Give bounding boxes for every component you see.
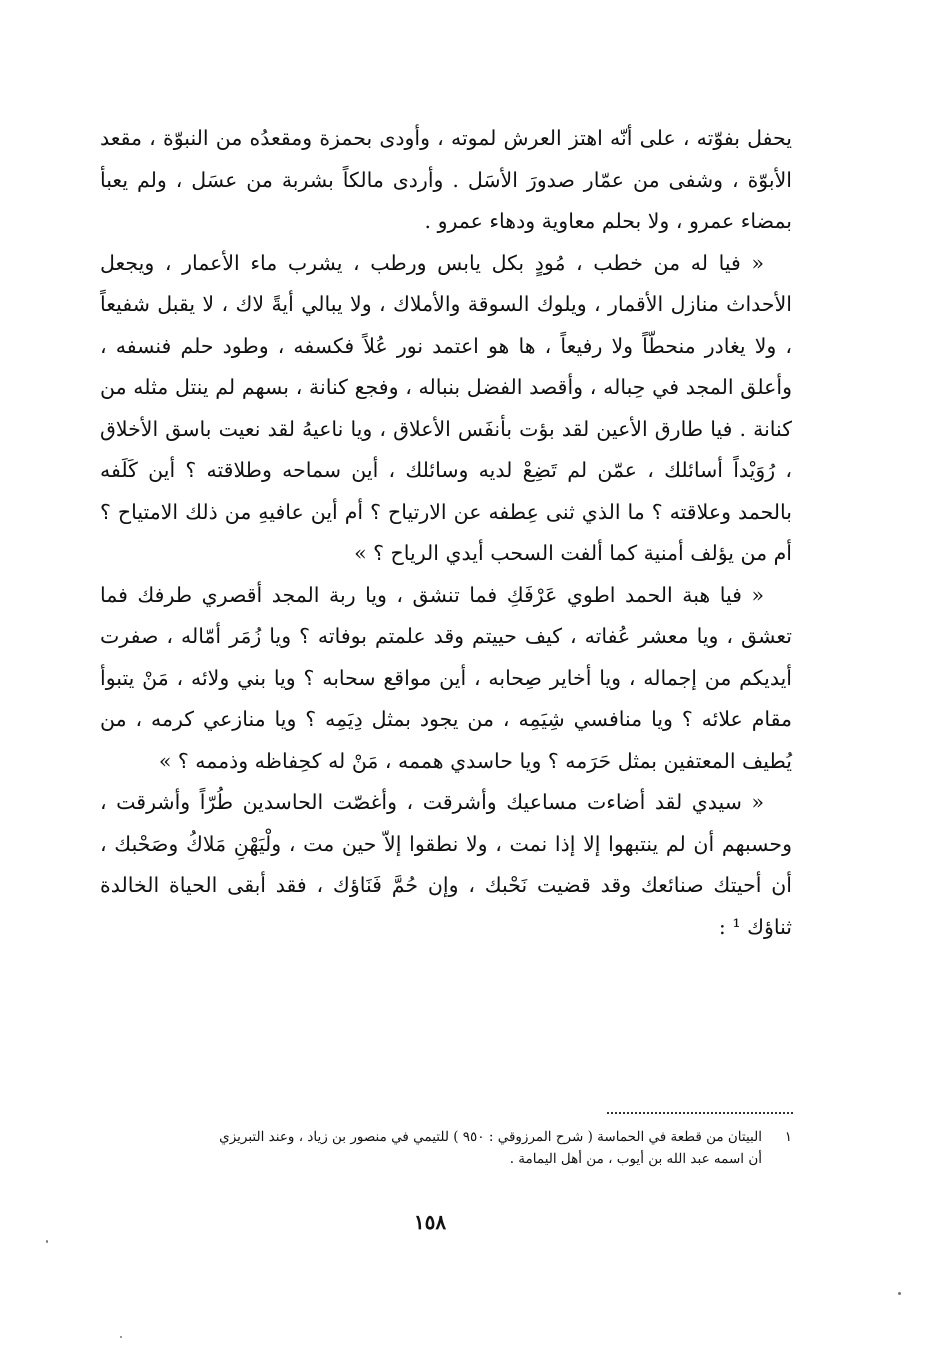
footnote-text: البيتان من قطعة في الحماسة ( شرح المرزوقي : ٩٥٠ ) للتيمي في منصور بن زياد ، وعند التبريزي	[219, 1129, 762, 1145]
paragraph: « فيا هبة الحمد اطوي عَرْفَكِ فما تنشق ، ويا ربة المجد أقصري طرفك فما تعشق ، ويا معشر عُفاته ، كيف حييتم وقد علمتم بوفاته ؟ ويا زُمَر أمّاله ، صفرت أيديكم من إجماله ، ويا أخاير صِحابه ، أين مواقع سحابه ؟ ويا بني ولائه ، مَنْ يتبوأ مقام علائه ؟ ويا منافسي شِيَمِه ، من يجود بمثل دِيَمِه ؟ ويا منازعي كرمه ، من يُطيف المعتفين بمثل حَرَمه ؟ ويا حاسدي هممه ، مَنْ له كحِفاظه وذممه ؟ »	[100, 582, 792, 773]
footnote-number: ١	[784, 1129, 792, 1145]
footnote-line	[100, 1148, 792, 1170]
scan-speck	[120, 1336, 122, 1338]
main-text	[100, 118, 792, 948]
footnote-text: أن اسمه عبد الله بن أيوب ، من أهل اليمامة .	[509, 1151, 762, 1167]
scan-speck	[898, 1292, 901, 1295]
page-number: ١٥٨	[413, 1210, 447, 1234]
footnote-separator	[607, 1112, 793, 1114]
paragraph: « فيا له من خطب ، مُودٍ بكل يابس ورطب ، يشرب ماء الأعمار ، ويجعل الأحداث منازل الأقمار ، ويلوك السوقة والأملاك ، ولا يبالي أيةً لاك ، لا يقبل شفيعاً ، ولا يغادر منحطّاً ولا رفيعاً ، ها هو اعتمد نور عُلاً فكسفه ، وطود حلم فنسفه ، وأعلق المجد في حِباله ، وأقصد الفضل بنباله ، وفجع كنانة ، بسهم لم ينتل مثله من كنانة . فيا طارق الأعين لقد بؤت بأنفَس الأعلاق ، ويا ناعيهُ لقد نعيت باسق الأخلاق ، رُوَيْداً أسائلك ، عمّن لم تَضِعْ لديه وسائلك ، أين سماحه وطلاقته ؟ أين كَلَفه بالحمد وعلاقته ؟ ما الذي ثنى عِطفه عن الارتياح ؟ أم أين عافيهِ من ذلك الامتياح ؟ أم من يؤلف أمنية كما ألفت السحب أيدي الرياح ؟ »	[100, 250, 792, 565]
footnote	[100, 1126, 792, 1170]
paragraph: « سيدي لقد أضاءت مساعيك وأشرقت ، وأغصّت الحاسدين طُرّاً وأشرقت ، وحسبهم أن لم ينتبهوا إلا إذا نمت ، ولا نطقوا إلاّ حين مت ، ولْيَهْنِ مَلاكُ وصَحْبك ، أن أحيتك صنائعك وقد قضيت نَحْبك ، وإن حُمَّ فَنَاؤك ، فقد أبقى الحياة الخالدة ثناؤك ¹ :	[100, 790, 792, 939]
paragraph: يحفل بفوّته ، على أنّه اهتز العرش لموته ، وأودى بحمزة ومقعدُه من النبوّة ، مقعد الأبوّة ، وشفى من عمّار صدورَ الأسَل . وأردى مالكاً بشربة من عسَل ، ولم يعبأ بمضاء عمرو ، ولا بحلم معاوية ودهاء عمرو .	[100, 126, 792, 233]
scan-speck	[46, 1240, 48, 1243]
footnote-line	[100, 1126, 792, 1148]
